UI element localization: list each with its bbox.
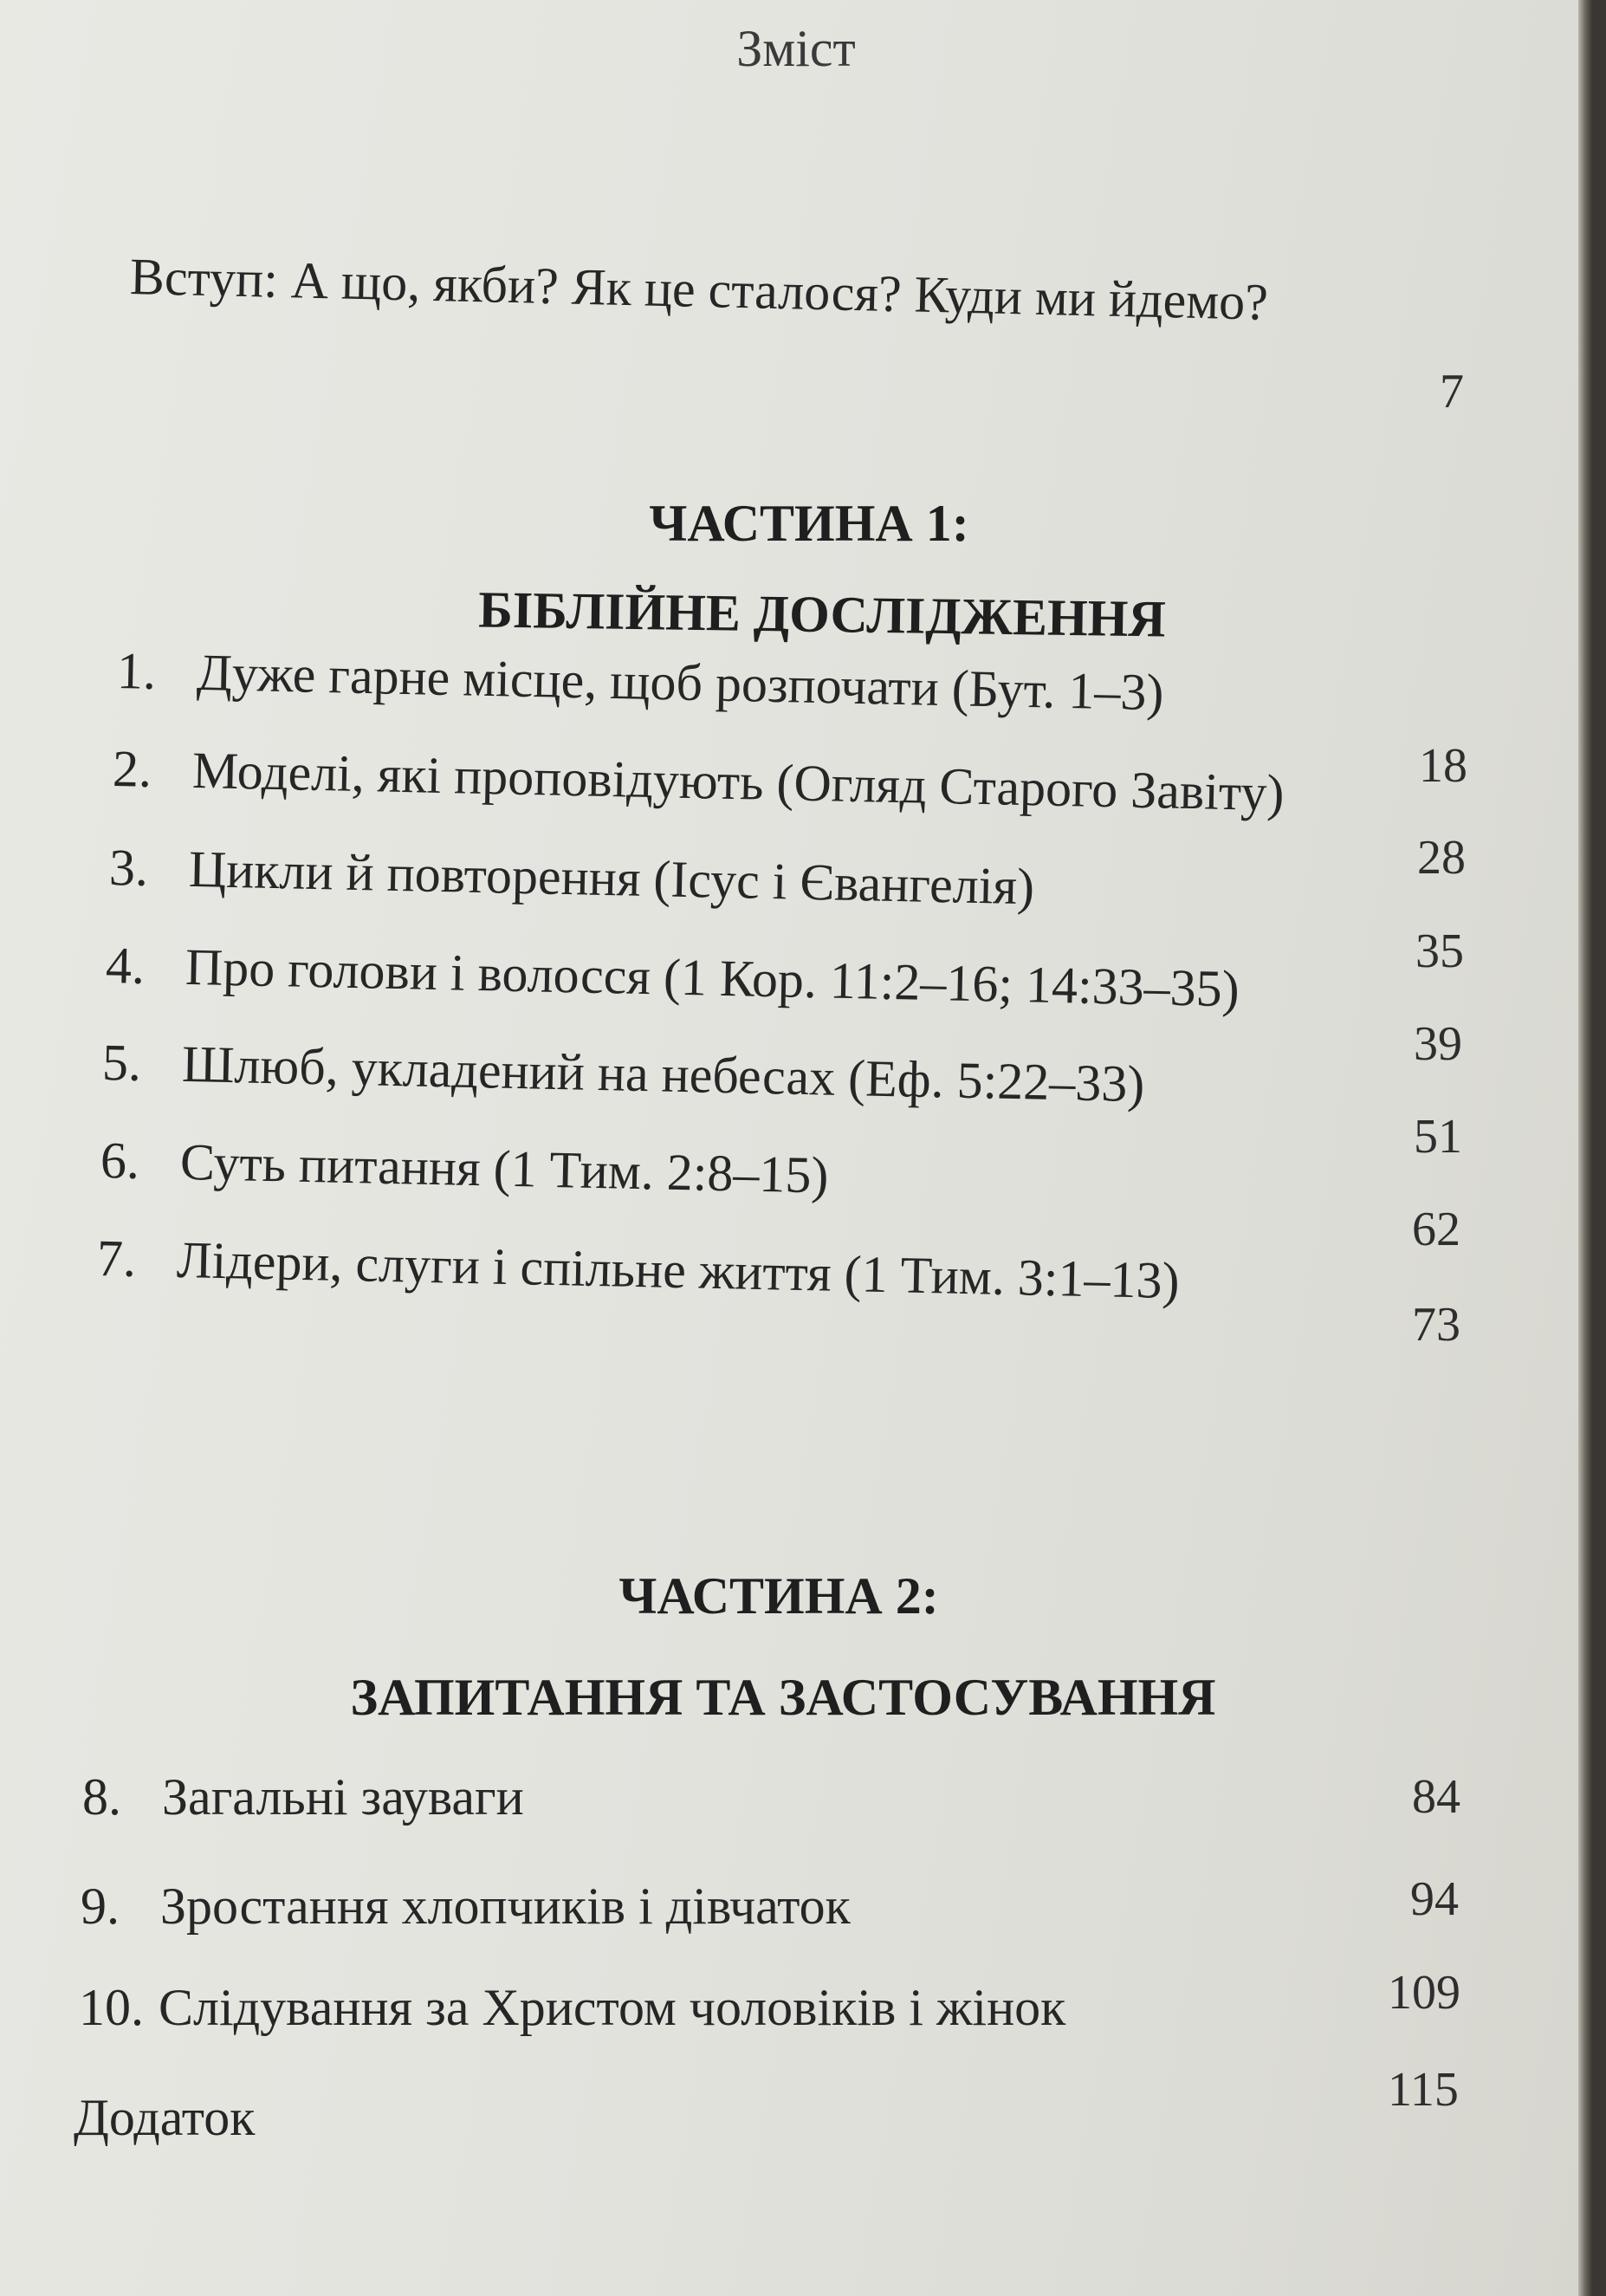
toc-entry-title: Суть питання (1 Тим. 2:8–15) xyxy=(179,1132,830,1204)
toc-page-number: 115 xyxy=(1388,2063,1459,2117)
toc-page-number: 39 xyxy=(1414,1017,1462,1071)
toc-entry-number: 9. xyxy=(81,1878,120,1935)
toc-entry-title: Зростання хлопчиків і дівчаток xyxy=(160,1878,851,1935)
part1-title: БІБЛІЙНЕ ДОСЛІДЖЕННЯ xyxy=(477,580,1167,648)
toc-entry-title: Додаток xyxy=(74,2089,256,2146)
toc-entry-title: Вступ: А що, якби? Як це сталося? Куди ми йдемо? xyxy=(129,248,1269,331)
toc-entry-title: Шлюб, укладений на небесах (Еф. 5:22–33) xyxy=(181,1034,1145,1113)
toc-page-number: 7 xyxy=(1440,365,1464,418)
toc-entry xyxy=(100,1131,829,1206)
part2-title: ЗАПИТАННЯ ТА ЗАСТОСУВАННЯ xyxy=(350,1669,1216,1726)
toc-entry-number: 4. xyxy=(105,937,146,995)
toc-page-number: 62 xyxy=(1412,1203,1460,1256)
toc-entry-title: Цикли й повторення (Ісус і Євангелія) xyxy=(188,840,1035,916)
toc-entry xyxy=(108,838,1034,917)
part2-label: ЧАСТИНА 2: xyxy=(618,1567,939,1625)
toc-entry xyxy=(82,1767,524,1827)
toc-entry-number: 6. xyxy=(100,1132,140,1190)
toc-page-number: 18 xyxy=(1419,739,1467,793)
toc-entry-title: Про голови і волосся (1 Кор. 11:2–16; 14:33–35) xyxy=(185,937,1240,1018)
toc-entry-title: Дуже гарне місце, щоб розпочати (Бут. 1–3) xyxy=(196,643,1165,722)
toc-entry xyxy=(112,739,1285,823)
toc-entry-number: 10. xyxy=(79,1979,144,2036)
toc-entry-number: 1. xyxy=(116,642,157,700)
toc-entry-number: 2. xyxy=(112,740,152,798)
toc-entry-number: 8. xyxy=(82,1768,121,1826)
toc-page-number: 28 xyxy=(1417,831,1466,885)
part1-label: ЧАСТИНА 1: xyxy=(649,495,969,552)
toc-entry xyxy=(96,1229,1180,1311)
toc-entry-number: 3. xyxy=(108,839,149,897)
toc-page-number: 84 xyxy=(1412,1770,1460,1824)
toc-entry xyxy=(79,1978,1065,2038)
toc-page-number: 73 xyxy=(1412,1298,1460,1352)
toc-entry-intro xyxy=(129,247,1268,333)
toc-page-number: 94 xyxy=(1410,1872,1459,1926)
page-edge-shadow xyxy=(1578,0,1592,2296)
toc-entry xyxy=(101,1033,1145,1114)
toc-entry-title: Моделі, які проповідують (Огляд Старого Завіту) xyxy=(191,741,1285,822)
toc-entry-title: Слідування за Христом чоловіків і жінок xyxy=(159,1979,1066,2036)
toc-entry-appendix xyxy=(74,2088,255,2148)
running-head: Зміст xyxy=(736,20,856,77)
toc-entry xyxy=(105,936,1240,1019)
toc-entry-number: 7. xyxy=(96,1229,137,1287)
toc-page-number: 35 xyxy=(1415,924,1464,978)
toc-page-number: 109 xyxy=(1388,1966,1460,2020)
toc-entry-title: Лідери, слуги і спільне життя (1 Тим. 3:1–13) xyxy=(176,1230,1181,1310)
toc-entry xyxy=(81,1877,851,1936)
toc-entry xyxy=(116,641,1164,723)
toc-page-number: 51 xyxy=(1414,1110,1462,1164)
toc-entry-title: Загальні зауваги xyxy=(162,1768,524,1826)
toc-entry-number: 5. xyxy=(101,1034,142,1092)
